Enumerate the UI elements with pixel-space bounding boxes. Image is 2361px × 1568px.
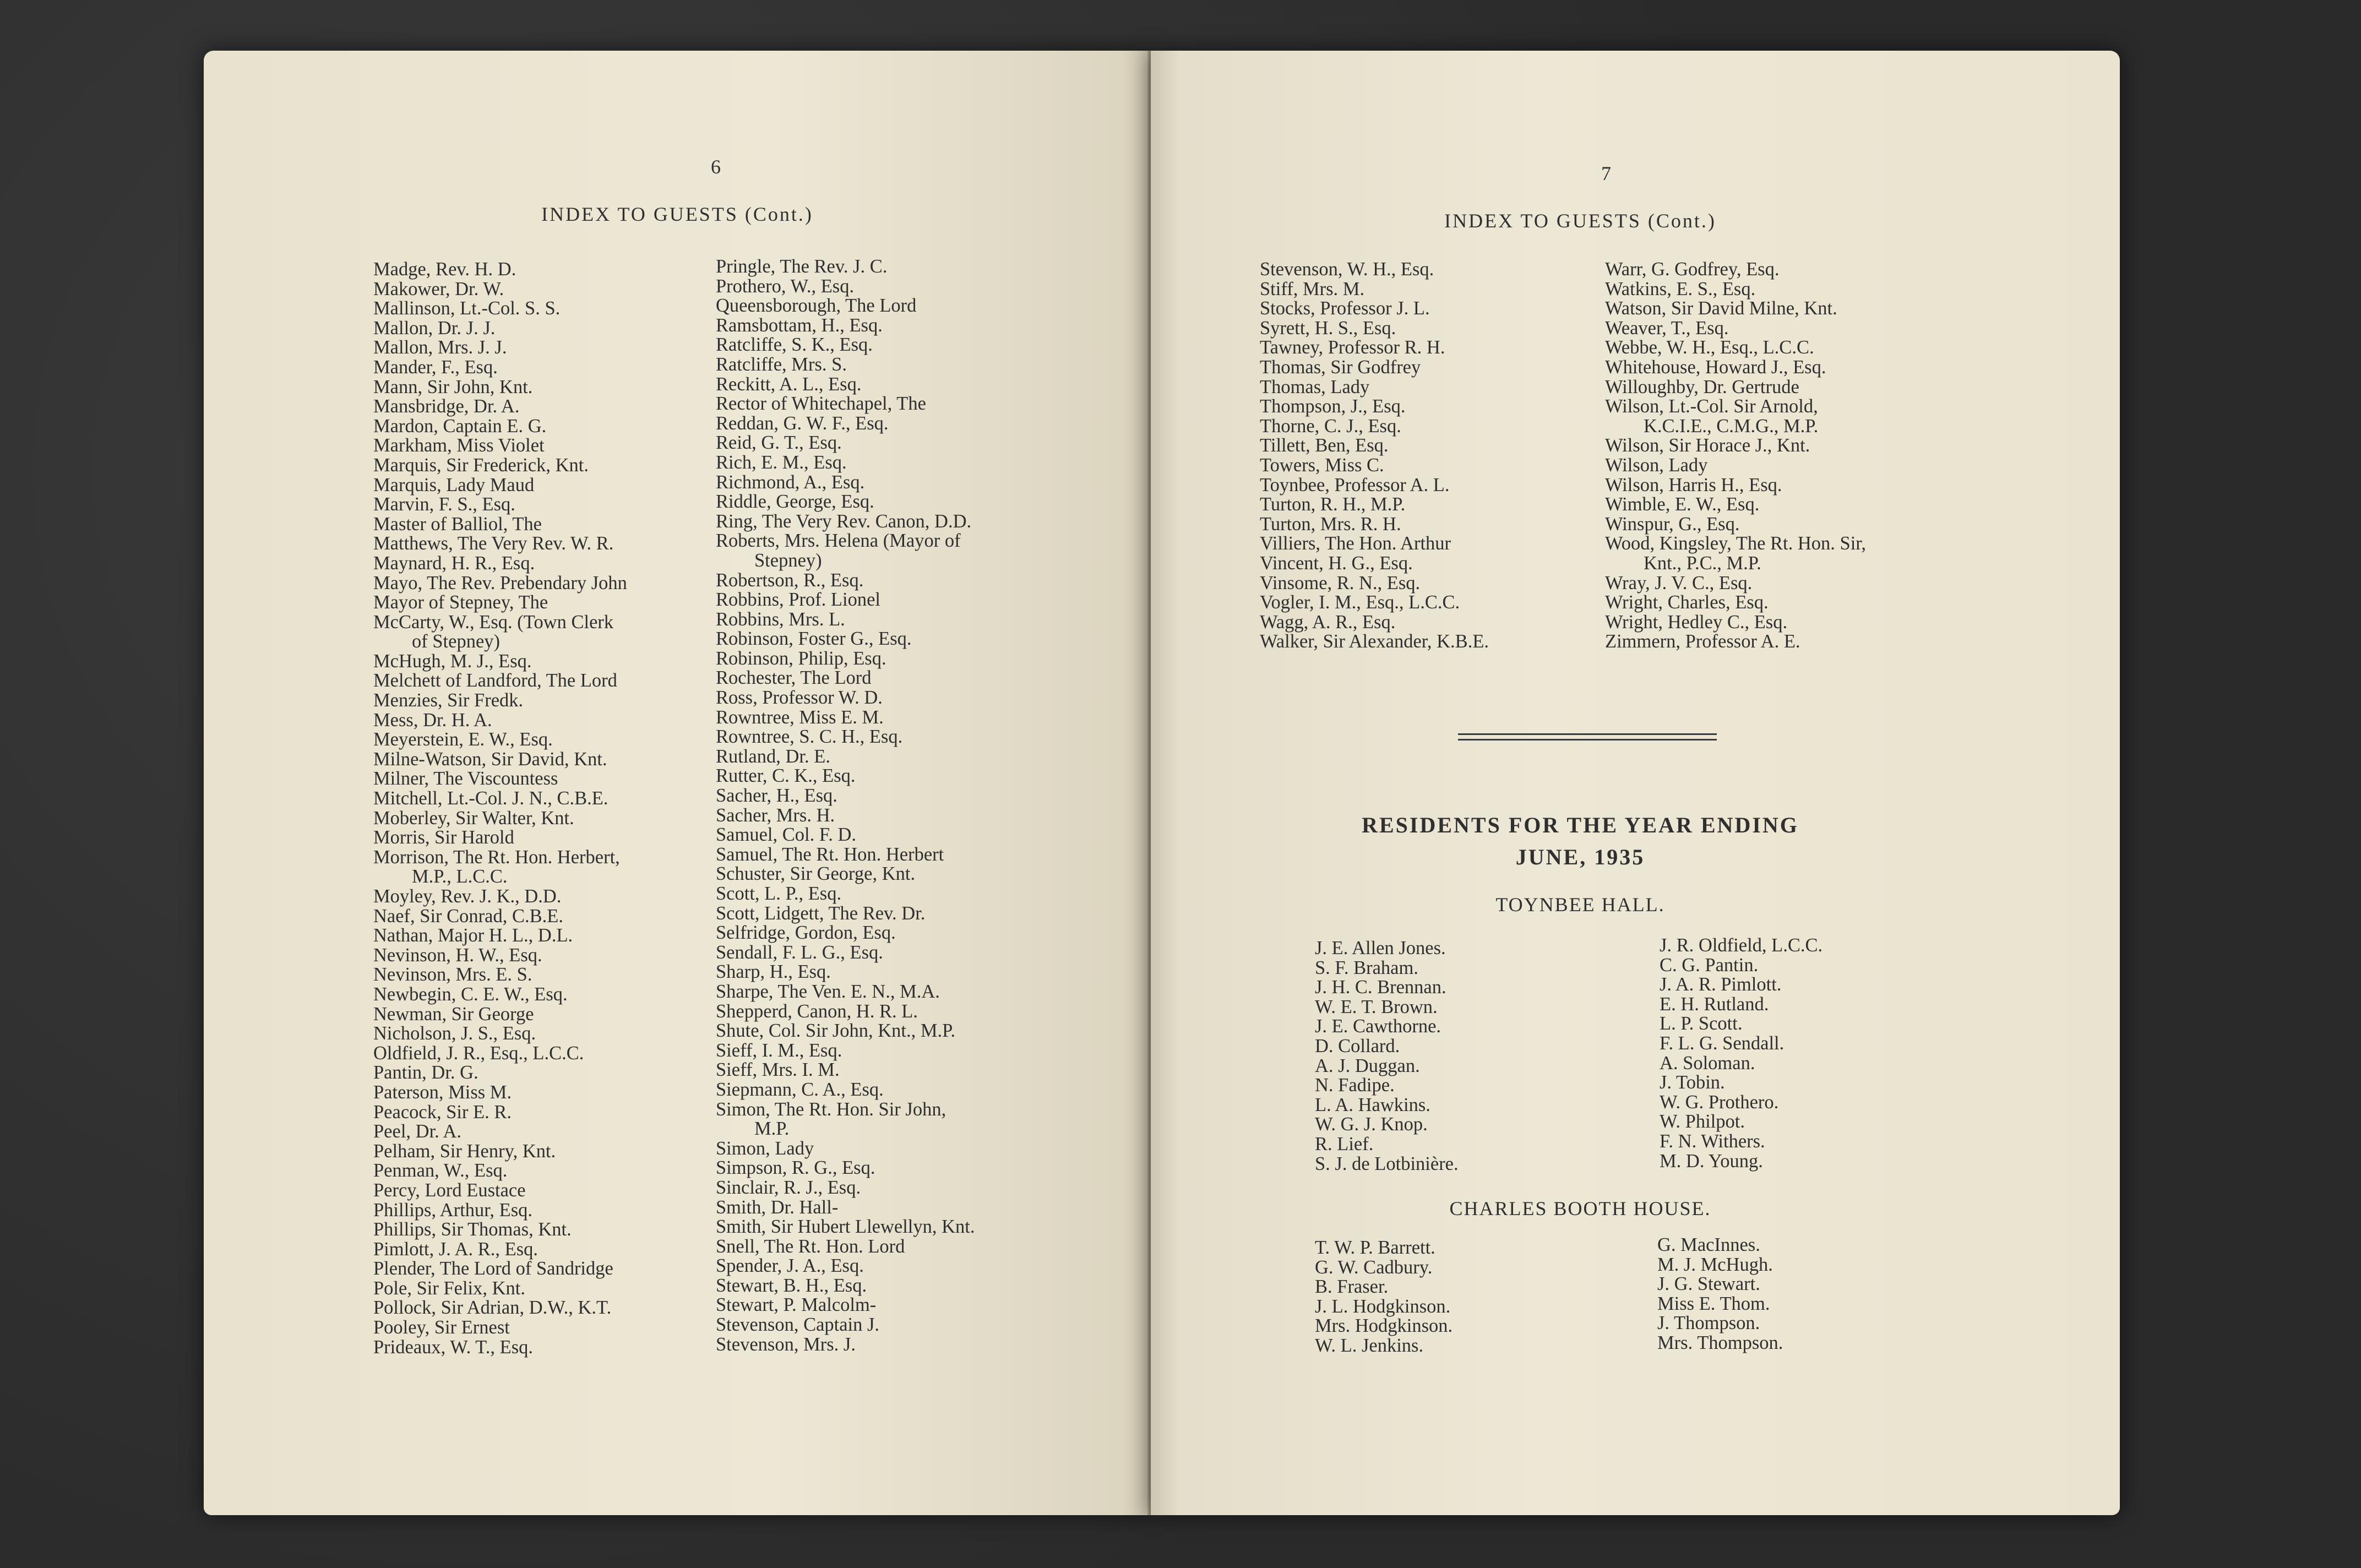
list-item: G. W. Cadbury.	[1315, 1256, 1433, 1278]
list-item: W. E. T. Brown.	[1315, 996, 1438, 1017]
list-item: Wood, Kingsley, The Rt. Hon. Sir,	[1605, 533, 1867, 554]
list-item: Rector of Whitechapel, The	[716, 393, 926, 415]
list-item: Siepmann, C. A., Esq.	[716, 1079, 884, 1100]
list-item: Matthews, The Very Rev. W. R.	[373, 533, 614, 554]
list-item: Marvin, F. S., Esq.	[373, 494, 515, 515]
list-item: Mardon, Captain E. G.	[373, 415, 547, 437]
list-item: Moyley, Rev. J. K., D.D.	[373, 886, 562, 907]
list-item: Oldfield, J. R., Esq., L.C.C.	[373, 1042, 584, 1064]
list-item: Prothero, W., Esq.	[716, 275, 855, 297]
list-item: Mallinson, Lt.-Col. S. S.	[373, 298, 561, 319]
list-item: Sharp, H., Esq.	[716, 961, 831, 983]
list-item: Toynbee, Professor A. L.	[1260, 474, 1450, 496]
guest-list-column-2	[1605, 260, 1866, 652]
list-item: Reddan, G. W. F., Esq.	[716, 412, 889, 434]
list-item: Stewart, P. Malcolm-	[716, 1294, 877, 1316]
list-item: Pantin, Dr. G.	[373, 1062, 478, 1084]
list-item: Spender, J. A., Esq.	[716, 1255, 864, 1277]
list-item: W. Philpot.	[1660, 1111, 1745, 1133]
list-item: Nathan, Major H. L., D.L.	[373, 925, 573, 946]
list-item: Tillett, Ben, Esq.	[1260, 435, 1389, 456]
residents-title-line-2: JUNE, 1935	[1515, 845, 1645, 869]
list-item: T. W. P. Barrett.	[1315, 1237, 1435, 1258]
list-item: Morrison, The Rt. Hon. Herbert,	[373, 846, 620, 868]
list-item: Percy, Lord Eustace	[373, 1179, 526, 1201]
list-item: Thomas, Lady	[1260, 376, 1370, 398]
charles-booth-house-heading: CHARLES BOOTH HOUSE.	[1449, 1197, 1711, 1219]
list-item: Ratcliffe, S. K., Esq.	[716, 334, 873, 356]
list-item: S. F. Braham.	[1315, 957, 1418, 978]
page-number: 6	[711, 156, 721, 178]
list-item: Turton, Mrs. R. H.	[1260, 513, 1401, 535]
list-item: McHugh, M. J., Esq.	[373, 650, 532, 672]
list-item: Vincent, H. G., Esq.	[1260, 552, 1413, 574]
divider-rule-bottom	[1458, 739, 1717, 741]
list-item: Richmond, A., Esq.	[716, 471, 865, 493]
right-page	[1151, 51, 2120, 1515]
list-item: Sacher, Mrs. H.	[716, 804, 835, 826]
list-item: Master of Balliol, The	[373, 513, 542, 535]
guest-list-column-1	[1260, 260, 1489, 652]
list-item: Tawney, Professor R. H.	[1260, 337, 1445, 358]
list-item: Pimlott, J. A. R., Esq.	[373, 1238, 538, 1260]
list-item: Shepperd, Canon, H. R. L.	[716, 1000, 918, 1022]
list-item: Smith, Sir Hubert Llewellyn, Knt.	[716, 1216, 975, 1238]
list-item: C. G. Pantin.	[1660, 954, 1759, 976]
guest-list-column-2	[716, 257, 975, 1354]
list-item: Mrs. Thompson.	[1657, 1332, 1783, 1353]
list-item: S. J. de Lotbinière.	[1315, 1153, 1459, 1174]
list-item: Rutland, Dr. E.	[716, 745, 830, 767]
list-item: J. Thompson.	[1657, 1313, 1760, 1334]
list-item: Wright, Charles, Esq.	[1605, 592, 1769, 613]
list-item: Reckitt, A. L., Esq.	[716, 373, 862, 395]
list-item: Mallon, Mrs. J. J.	[373, 337, 507, 358]
list-item: Wagg, A. R., Esq.	[1260, 611, 1396, 633]
list-item: of Stepney)	[412, 631, 501, 652]
left-page	[204, 51, 1151, 1515]
list-item: Robbins, Mrs. L.	[716, 608, 845, 630]
list-item: J. G. Stewart.	[1657, 1273, 1760, 1295]
list-item: Simpson, R. G., Esq.	[716, 1157, 875, 1179]
list-item: Mayo, The Rev. Prebendary John	[373, 572, 627, 594]
list-item: Marquis, Lady Maud	[373, 474, 535, 496]
list-item: Moberley, Sir Walter, Knt.	[373, 807, 574, 829]
list-item: Plender, The Lord of Sandridge	[373, 1258, 613, 1280]
list-item: Markham, Miss Violet	[373, 435, 545, 456]
list-item: Peel, Dr. A.	[373, 1121, 462, 1142]
list-item: Nicholson, J. S., Esq.	[373, 1023, 536, 1044]
list-item: Rochester, The Lord	[716, 667, 872, 689]
list-item: Rowntree, S. C. H., Esq.	[716, 726, 903, 748]
residents-title-line-1: RESIDENTS FOR THE YEAR ENDING	[1362, 813, 1799, 837]
list-item: J. H. C. Brennan.	[1315, 977, 1446, 998]
list-item: Watkins, E. S., Esq.	[1605, 278, 1756, 300]
list-item: Rutter, C. K., Esq.	[716, 765, 856, 787]
list-item: M. D. Young.	[1660, 1150, 1763, 1172]
list-item: J. E. Allen Jones.	[1315, 938, 1446, 959]
list-item: F. N. Withers.	[1660, 1130, 1765, 1152]
list-item: Stewart, B. H., Esq.	[716, 1275, 867, 1296]
list-item: Mansbridge, Dr. A.	[373, 396, 520, 417]
list-item: Sendall, F. L. G., Esq.	[716, 941, 883, 963]
list-item: Walker, Sir Alexander, K.B.E.	[1260, 631, 1489, 652]
list-item: Roberts, Mrs. Helena (Mayor of	[716, 530, 961, 552]
list-item: J. E. Cawthorne.	[1315, 1016, 1441, 1037]
list-item: Villiers, The Hon. Arthur	[1260, 533, 1451, 554]
list-item: W. L. Jenkins.	[1315, 1335, 1424, 1356]
list-item: G. MacInnes.	[1657, 1234, 1760, 1255]
list-item: Penman, W., Esq.	[373, 1160, 508, 1182]
list-item: Scott, Lidgett, The Rev. Dr.	[716, 902, 926, 924]
list-item: Makower, Dr. W.	[373, 278, 504, 300]
toynbee-hall-heading: TOYNBEE HALL.	[1495, 894, 1665, 916]
list-item: Watson, Sir David Milne, Knt.	[1605, 298, 1837, 319]
list-item: Thompson, J., Esq.	[1260, 396, 1406, 417]
list-item: Sinclair, R. J., Esq.	[716, 1177, 861, 1198]
list-item: Smith, Dr. Hall-	[716, 1196, 839, 1218]
list-item: Knt., P.C., M.P.	[1644, 552, 1761, 574]
list-item: Naef, Sir Conrad, C.B.E.	[373, 905, 563, 927]
list-item: Pringle, The Rev. J. C.	[716, 256, 888, 277]
list-item: Pooley, Sir Ernest	[373, 1317, 510, 1338]
divider-rule-top	[1458, 733, 1717, 735]
list-item: Wilson, Lt.-Col. Sir Arnold,	[1605, 396, 1818, 417]
list-item: Simon, The Rt. Hon. Sir John,	[716, 1098, 946, 1120]
list-item: Stepney)	[754, 549, 822, 571]
list-item: Phillips, Sir Thomas, Knt.	[373, 1219, 572, 1240]
list-item: Towers, Miss C.	[1260, 454, 1384, 476]
list-item: Robinson, Foster G., Esq.	[716, 628, 912, 650]
list-item: Turton, R. H., M.P.	[1260, 494, 1406, 515]
list-item: Robinson, Philip, Esq.	[716, 647, 886, 669]
list-item: Mander, F., Esq.	[373, 356, 498, 378]
list-item: Nevinson, Mrs. E. S.	[373, 964, 532, 986]
list-item: Riddle, George, Esq.	[716, 491, 874, 513]
list-item: Scott, L. P., Esq.	[716, 883, 842, 904]
list-item: Vinsome, R. N., Esq.	[1260, 572, 1421, 594]
list-item: Stevenson, Captain J.	[716, 1314, 880, 1336]
list-item: Newman, Sir George	[373, 1003, 534, 1025]
list-item: J. R. Oldfield, L.C.C.	[1660, 935, 1823, 956]
list-item: Stevenson, Mrs. J.	[716, 1333, 856, 1355]
list-item: Wilson, Harris H., Esq.	[1605, 474, 1782, 496]
list-item: Thomas, Sir Godfrey	[1260, 356, 1421, 378]
list-item: Madge, Rev. H. D.	[373, 259, 516, 280]
list-item: Pollock, Sir Adrian, D.W., K.T.	[373, 1297, 612, 1319]
list-item: Newbegin, C. E. W., Esq.	[373, 983, 568, 1005]
list-item: Pole, Sir Felix, Knt.	[373, 1277, 526, 1299]
list-item: Sieff, Mrs. I. M.	[716, 1059, 840, 1081]
list-item: Mallon, Dr. J. J.	[373, 317, 496, 339]
list-item: Stiff, Mrs. M.	[1260, 278, 1365, 300]
list-item: Selfridge, Gordon, Esq.	[716, 922, 896, 944]
list-item: Stevenson, W. H., Esq.	[1260, 259, 1434, 280]
list-item: Mann, Sir John, Knt.	[373, 376, 533, 398]
list-item: Samuel, The Rt. Hon. Herbert	[716, 843, 944, 865]
list-item: Marquis, Sir Frederick, Knt.	[373, 454, 589, 476]
list-item: Warr, G. Godfrey, Esq.	[1605, 259, 1780, 280]
list-item: M.P., L.C.C.	[412, 866, 508, 888]
list-item: Rowntree, Miss E. M.	[716, 706, 884, 728]
toynbee-residents-column-2	[1660, 936, 1823, 1171]
list-item: J. Tobin.	[1660, 1072, 1725, 1093]
list-item: R. Lief.	[1315, 1133, 1374, 1155]
list-item: Thorne, C. J., Esq.	[1260, 415, 1401, 437]
list-item: Ring, The Very Rev. Canon, D.D.	[716, 510, 972, 532]
page-number: 7	[1601, 162, 1611, 184]
list-item: Miss E. Thom.	[1657, 1293, 1770, 1314]
list-item: M.P.	[754, 1118, 790, 1140]
list-item: Meyerstein, E. W., Esq.	[373, 729, 553, 750]
list-item: Sieff, I. M., Esq.	[716, 1039, 842, 1061]
list-item: Prideaux, W. T., Esq.	[373, 1336, 534, 1358]
list-item: J. L. Hodgkinson.	[1315, 1295, 1451, 1317]
page-heading: INDEX TO GUESTS (Cont.)	[1444, 210, 1716, 232]
list-item: J. A. R. Pimlott.	[1660, 974, 1782, 995]
list-item: Ramsbottam, H., Esq.	[716, 314, 883, 336]
list-item: W. G. Prothero.	[1660, 1091, 1779, 1113]
list-item: A. J. Duggan.	[1315, 1055, 1420, 1076]
list-item: B. Fraser.	[1315, 1276, 1389, 1298]
list-item: Pelham, Sir Henry, Knt.	[373, 1140, 556, 1162]
guest-list-column-1	[373, 260, 627, 1357]
list-item: M. J. McHugh.	[1657, 1254, 1773, 1275]
list-item: A. Soloman.	[1660, 1052, 1755, 1074]
list-item: Vogler, I. M., Esq., L.C.C.	[1260, 592, 1460, 613]
list-item: Menzies, Sir Fredk.	[373, 690, 524, 711]
list-item: Simon, Lady	[716, 1137, 814, 1159]
list-item: Winspur, G., Esq.	[1605, 513, 1740, 535]
list-item: Wilson, Lady	[1605, 454, 1708, 476]
list-item: Robbins, Prof. Lionel	[716, 589, 880, 611]
booth-residents-column-1	[1315, 1238, 1452, 1356]
list-item: Queensborough, The Lord	[716, 295, 917, 317]
page-heading: INDEX TO GUESTS (Cont.)	[541, 203, 813, 225]
list-item: Mitchell, Lt.-Col. J. N., C.B.E.	[373, 788, 608, 809]
list-item: Samuel, Col. F. D.	[716, 824, 857, 846]
list-item: Wray, J. V. C., Esq.	[1605, 572, 1753, 594]
list-item: McCarty, W., Esq. (Town Clerk	[373, 611, 614, 633]
list-item: Mayor of Stepney, The	[373, 592, 548, 613]
list-item: Mrs. Hodgkinson.	[1315, 1315, 1453, 1337]
list-item: Melchett of Landford, The Lord	[373, 670, 617, 692]
list-item: F. L. G. Sendall.	[1660, 1032, 1785, 1054]
list-item: Webbe, W. H., Esq., L.C.C.	[1605, 337, 1814, 358]
list-item: Shute, Col. Sir John, Knt., M.P.	[716, 1020, 956, 1042]
list-item: K.C.I.E., C.M.G., M.P.	[1644, 415, 1819, 437]
list-item: Reid, G. T., Esq.	[716, 432, 842, 454]
list-item: Syrett, H. S., Esq.	[1260, 317, 1396, 339]
list-item: Sharpe, The Ven. E. N., M.A.	[716, 981, 940, 1002]
list-item: Rich, E. M., Esq.	[716, 451, 847, 473]
list-item: W. G. J. Knop.	[1315, 1114, 1428, 1135]
list-item: Willoughby, Dr. Gertrude	[1605, 376, 1799, 398]
list-item: Wimble, E. W., Esq.	[1605, 494, 1760, 515]
list-item: Peacock, Sir E. R.	[373, 1101, 512, 1123]
list-item: Phillips, Arthur, Esq.	[373, 1199, 533, 1221]
list-item: Schuster, Sir George, Knt.	[716, 863, 916, 885]
list-item: N. Fadipe.	[1315, 1075, 1395, 1096]
list-item: Milne-Watson, Sir David, Knt.	[373, 748, 607, 770]
list-item: L. A. Hawkins.	[1315, 1094, 1430, 1115]
list-item: Ross, Professor W. D.	[716, 687, 883, 709]
list-item: Snell, The Rt. Hon. Lord	[716, 1235, 905, 1257]
list-item: Ratcliffe, Mrs. S.	[716, 353, 847, 375]
list-item: Milner, The Viscountess	[373, 768, 558, 790]
list-item: Wright, Hedley C., Esq.	[1605, 611, 1788, 633]
list-item: Morris, Sir Harold	[373, 827, 514, 848]
list-item: Mess, Dr. H. A.	[373, 709, 492, 731]
list-item: Stocks, Professor J. L.	[1260, 298, 1430, 319]
list-item: Weaver, T., Esq.	[1605, 317, 1729, 339]
toynbee-residents-column-1	[1315, 939, 1459, 1174]
residents-title	[1261, 809, 1900, 873]
list-item: Nevinson, H. W., Esq.	[373, 944, 542, 966]
list-item: Whitehouse, Howard J., Esq.	[1605, 356, 1826, 378]
booth-residents-column-2	[1657, 1235, 1783, 1353]
list-item: Sacher, H., Esq.	[716, 785, 837, 807]
list-item: E. H. Rutland.	[1660, 993, 1769, 1015]
list-item: D. Collard.	[1315, 1035, 1400, 1057]
list-item: Wilson, Sir Horace J., Knt.	[1605, 435, 1810, 456]
list-item: Zimmern, Professor A. E.	[1605, 631, 1800, 652]
list-item: L. P. Scott.	[1660, 1013, 1743, 1035]
list-item: Robertson, R., Esq.	[716, 569, 864, 591]
list-item: Maynard, H. R., Esq.	[373, 552, 535, 574]
list-item: Paterson, Miss M.	[373, 1081, 512, 1103]
